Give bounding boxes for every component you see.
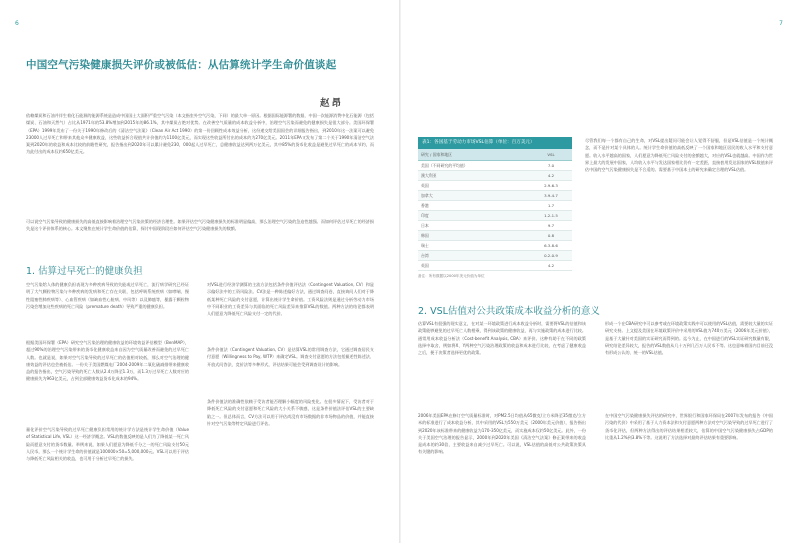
table-cell-vsl: 9.7	[530, 221, 572, 231]
section-2-col2-paragraph-2: 在中国空气污染健康损失评估的研究中，世界银行和国家环保局在2007年发布的报告《中国污染的代价》中采用了基于人力资本法和支付意愿两种方法对空气污染导致的过早死亡进行了货币化评估，但两种方法得出的评估结果相差较大，估算的中国空气污染健康损失占GDP的比重从1.2%到3.8%不等。这说明了方法选择对最终评估结果有重要影响。	[605, 413, 773, 440]
section-1-col2-paragraph-1: 对VSL进行经济学测算的主流方法包括条件价值评估法（Contingent Valuation, CV）和显示偏好法中的工资风险法。CV法是一种陈述偏好方法，通过调查问卷，直接询问人们对于降低某种死亡风险的支付意愿，计算出统计学生命价值。工资风险法则是通过分析劳动力市场中不同职业的工资差异与其面临的死亡风险差异来推算VSL的数值。两种方法的结论都表明人们愿意为降低死亡风险支付一定的代价。	[207, 282, 374, 317]
table-cell-vsl: 4.2	[530, 171, 572, 181]
section-2-col1-paragraph-2: 2006年美国EPA在修订空气质量标准时，对PM2.5日均值从65微克/立方米降至35微克/立方米的标准进行了成本收益分析，其中采用的VSL为550万美元（2000年美元价值），报告指出到2020年该标准带来的健康收益为170-350亿美元，而实施成本仅约50亿美元。此外，一份关于美国空气治理的报告显示，2000年到2020年美国《清洁空气法案》修正案带来的收益是成本的约30倍，主要收益来自减少过早死亡。可以说，VSL估值的高低对公共政策决策具有关键的影响。	[418, 413, 586, 455]
table-cell-vsl: 6.3-8.6	[530, 241, 572, 251]
table-header-row	[418, 149, 572, 161]
intro-paragraph-2: 可以说空气污染导致的健康损失的高低直接影响着治理空气污染决策的经济合理性。如果评估空气污染健康损失的标准明显偏高，那么治理空气污染的急迫性越强。而如何评估过早死亡的经济损失是这个评价体系的核心。本文聚焦在统计学生命价值的估算，探讨中国现阶段应如何评估空气污染健康损失的数额。	[26, 219, 374, 232]
table-row	[418, 251, 572, 261]
table-cell-country: 澳大利亚	[418, 171, 530, 181]
table-cell-vsl: 1.2-1.5	[530, 211, 572, 221]
author-name: 赵昂	[320, 98, 344, 109]
page-number-left: 6	[15, 20, 19, 27]
table-cell-vsl: 0.2-0.9	[530, 251, 572, 261]
table-row	[418, 201, 572, 211]
table-row	[418, 171, 572, 181]
table-cell-country: 瑞士	[418, 241, 530, 251]
table-cell-vsl: 7.0	[530, 161, 572, 171]
section-2-col1-paragraph-1: 估算VSL有很强的现实意义，在对某一环境政策进行成本收益分析时，需要将VSL的估值和该政策能够避免的过早死亡人数相乘，得到该政策的健康收益，再与实施政策的成本进行比较。通常用成本收益分析法（Cost-benefit Analysis, CBA）来评价。这种有助于在不同的政策选择中取舍，例如将X、Y两种空气污染治理政策的收益和成本进行比较，在考虑了健康收益之后，便于决策者选择更优的政策。	[418, 321, 586, 356]
section-2-col2-paragraph-1: 形成一个在CBA研究中可以参考或在环境政策实践中可以使用的VSL估值，需要较大量的实证研究支持。上文提及美国在环境政策评价中采用的VSL值为740万美元（2006年美元价值），是基于大量针对美国的实证研究而得到的。迄今为止，在中国进行的VSL实证研究数量有限，研究结论差异较大，报告的VSL数值从几十万到几百万人民币不等。这也意味着国内目前还没有形成公认的、统一的VSL估值。	[605, 321, 773, 356]
table-cell-country: 印度	[418, 211, 530, 221]
book-spine	[399, 0, 401, 543]
vsl-data-table	[418, 149, 572, 271]
table-cell-country: 韩国	[418, 231, 530, 241]
table-cell-country: 英国	[418, 261, 530, 271]
table-cell-vsl: 1.7	[530, 201, 572, 211]
section-1-heading: 1. 估算过早死亡的健康负担	[26, 266, 143, 277]
section-1-col2-paragraph-2: 条件价值法（Contingent Valuation, CV）是估算VSL的常用调查方法，它通过调查居民支付意愿（Willingness to Pay, WTP）来确定VSL。调查支付意愿的方法包括描述性陈述法、开放式问答法、竞价法等多种形式，评估结果可能会受到调查设计的影响。	[207, 347, 374, 367]
table-cell-vsl: 2.9-6.3	[530, 181, 572, 191]
table-row	[418, 221, 572, 231]
table-caption: 表1：各国基于劳动力市场VSL估算（单位：百万美元）	[418, 137, 572, 149]
table-header-country: 研究 / 国家和地区	[418, 149, 530, 161]
vsl-table	[418, 137, 572, 279]
table-cell-country: 加拿大	[418, 191, 530, 201]
table-row	[418, 261, 572, 271]
table-cell-vsl: 3.9-4.7	[530, 191, 572, 201]
table-row	[418, 211, 572, 221]
table-note: 备注：所有数据以2000年美元价值为单位	[418, 274, 485, 278]
table-row	[418, 191, 572, 201]
section-1-col1-paragraph-3: 量化评价空气污染导致的过早死亡健康负担常用的统计学方法是统计学生命价值（Value of Statistical Life, VSL）这一经济学概念。VSL的数值反映的是人们为了降低某一死亡风险而愿意支付的货币数量。举例来说，如果人们愿意为降低千分之一的死亡风险支付50元人民币，那么一个统计学生命的价值就是100000×50=5,000,000元。VSL可以用于评估与降低死亡风险相关的收益，也可用于分析过早死亡的损失。	[26, 427, 189, 462]
section-1-col2-paragraph-3: 条件价值法的准确性依赖于受访者能否理解小幅度的风险变化。在很多情况下，受访者对于降低死亡风险的支付意愿和死亡风险的大小关系不敏感，这是条件价值法评估VSL的主要缺陷之一。但总体而言，CV方法可以用于评估尚没有市场数据的非市场物品的价值，并能直接针对空气污染等特定风险进行评估。	[207, 399, 374, 426]
intro-paragraph-1: 依赖煤炭和石油并伴生着化石能源的能源系统是造成中国国土大面积严重空气污染（本文指室外空气污染，下同）的最大单一原因。根据国际能源署的数据，中国一次能源消费中化石能源（包括煤炭、石油和天然气）占比从1971年的53.8%增加到2015年的86.1%，其中煤炭占绝对优势。在改善空气质量的成本收益分析中，治理空气污染而避免的健康损失是很大部分。美国环保署（EPA）1999年发布了一份关于1990年修改后的《清洁空气法案》（Clean Air Act 1990）的第一份回顾性成本效益分析，这份递交给美国国会的详细报告指出，到2010年这一法案可以避免23000人过早死亡和带来其他众多健康收益，这些收益折合现值共计价值约为1100亿美元，而实现这些收益所付出的成本约为270亿美元。2011年EPA又发布了第二个关于1990年清洁空气法案到2020年的收益和成本比较的前瞻性研究，报告指出到2020年可以累计避免230，000起人过早死亡，总健康收益达到两万亿美元，其中85%的货币化收益是避免过早死亡的成本节约，而为此付出的成本仅约650亿美元。	[26, 113, 374, 155]
table-cell-country: 台湾	[418, 251, 530, 261]
article-title: 中国空气污染健康损失评价或被低估：从估算统计学生命价值谈起	[26, 59, 337, 71]
section-1-col1-paragraph-1: 空气污染给人体的健康负担表现为多种疾病导致的失能或过早死亡，流行病学研究已经证明了大气颗粒物污染与多种疾病的发病和死亡存在关联，包括呼吸系统疾病（如哮喘、慢性阻塞性肺疾病等）、心血管疾病（如缺血性心脏病、中风等）以及肺癌等，暴露于颗粒物污染会增加这些疾病的死亡风险（premature death）导致严重的健康负担。	[26, 282, 189, 309]
table-cell-country: 香港	[418, 201, 530, 211]
right-intro-paragraph: 尽管我们每一个都有自己的生命，对VSL提出疑问可能会让人觉得不舒服，但是VSL估值是一个统计概念，而不是针对某个具体的人。统计学生命价值的高低反映了一个国家和地区居民的收入水平和支付意愿。收入水平越高的国家，人们愿意为降低死亡风险支付的金额越大，对应的VSL也就越高。中国作为世界上最大的发展中国家，人均收入水平与发达国家相比仍有一定差距，直接套用发达国家的VSL数值来评估中国的空气污染健康损失是不合适的。需要基于中国本土的研究来确定合理的VSL估值。	[585, 138, 773, 173]
page-number-right: 7	[779, 20, 783, 27]
table-cell-country: 日本	[418, 221, 530, 231]
table-cell-vsl: 0.8	[530, 231, 572, 241]
section-2-heading: 2. VSL估值对公共政策成本收益分析的意义	[418, 306, 600, 317]
table-cell-country: 英国	[418, 181, 530, 191]
table-cell-vsl: 4.2	[530, 261, 572, 271]
table-row	[418, 231, 572, 241]
table-row	[418, 241, 572, 251]
section-1-col1-paragraph-2: 根据美国环保署（EPA）研究空气污染治理的健康收益的环境效益评估模型（BenMAP），超过90%的治理空气污染带来的货币化健康收益来自因为空气质量改善而避免的过早死亡人数。也就是说，如果对空气污染导致的过早死亡的估值相对较低，那么对空气治理的健康效益的评估也会被低估。一份关于美国燃煤电厂2004-2009年二氧化硫减排带来健康收益的报告指出，空气污染导致的死亡人数从2.4万降至1.3万，而1.3万过早死亡人数对应的健康损失为963亿美元，占到全部健康效益货币化成本的94%。	[26, 340, 189, 382]
table-header-vsl: VSL	[530, 149, 572, 161]
table-cell-country: 美国（不同研究的平均值）	[418, 161, 530, 171]
table-row	[418, 161, 572, 171]
table-row	[418, 181, 572, 191]
